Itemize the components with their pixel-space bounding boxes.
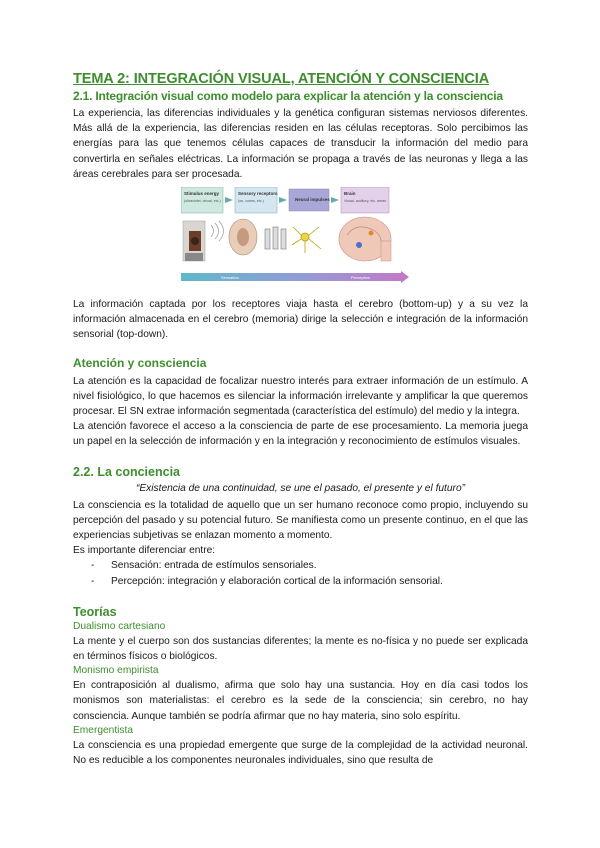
dualism-heading: Dualismo cartesiano	[73, 620, 166, 632]
bar-label-perception: Perception	[350, 275, 370, 281]
attention-heading: Atención y consciencia	[73, 355, 207, 370]
speaker-illustration	[183, 221, 205, 261]
emergent-heading: Emergentista	[73, 724, 134, 736]
section-2-heading: 2.2. La conciencia	[73, 464, 180, 479]
stimulus-box-sub: (ultraviolet, visual, etc.)	[183, 199, 221, 204]
attention-paragraph-1: La atención es la capacidad de focalizar nuestro interés para extraer información de un estímulo. A nivel fisiológico, lo que hacemos es silenciar la información irrelevante y amplificar la que queremos procesar. El SN extrae información segmentada (característica del estímulo) del medio y la integra.	[73, 375, 528, 418]
arrow-icon	[225, 197, 233, 203]
neuron-icon	[292, 227, 321, 253]
neural-box-label: Neural impulses	[294, 197, 330, 203]
brain-illustration	[339, 217, 391, 261]
emergent-paragraph: La consciencia es una propiedad emergente que surge de la complejidad de la actividad neuronal. No es reducible a los componentes neuronales individuales, sino que resulta de	[73, 739, 528, 767]
theories-heading: Teorías	[73, 604, 117, 619]
section-2-paragraph-1: La consciencia es la totalidad de aquello que un ser humano reconoce como propio, incluyendo su percepción del pasado y su potencial futuro. Se manifiesta como un presente continuo, en el que las experiencias subjetivas se enlazan momento a momento.	[73, 499, 528, 542]
monism-paragraph: En contraposición al dualismo, afirma que solo hay una sustancia. Hoy en día casi todos los monismos son materialistas: el cerebro es la sede de la consciencia; sin cerebro, no hay consciencia. Aunque también se podría afirmar que no hay materia, sino solo espíritu.	[73, 680, 528, 722]
stimulus-box-label: Stimulus energy	[183, 191, 219, 197]
arrow-icon	[401, 271, 409, 283]
section-1-paragraph-1: La experiencia, las diferencias individuales y la genética configuran sistemas nerviosos diferentes. Más allá de la experiencia, las diferencias residen en las células receptoras. Solo percibimos las energías para las que tenemos células capaces de transducir la información del medio para convertirla en señales eléctricas. La información se propaga a través de las neuronas y llega a las áreas cerebrales para ser procesada.	[73, 108, 528, 180]
document-title: TEMA 2: INTEGRACIÓN VISUAL, ATENCIÓN Y CONSCIENCIA	[73, 71, 490, 87]
ear-illustration	[229, 219, 257, 255]
receptors-box-sub: (on, cones, etc.)	[237, 199, 264, 204]
attention-paragraph-2: La atención favorece el acceso a la consciencia de parte de ese procesamiento. La memoria juega un papel en la selección de información y en la integración y reconocimiento de estímulos visuales.	[73, 421, 528, 448]
differences-list	[73, 558, 528, 588]
arrow-icon	[331, 197, 339, 203]
dualism-paragraph: La mente y el cuerpo son dos sustancias diferentes; la mente es no-física y no puede ser explicada en términos físicos o biológicos.	[73, 635, 528, 663]
section-1-heading: 2.1. Integración visual como modelo para explicar la atención y la consciencia	[73, 89, 503, 103]
section-1-paragraph-2: La información captada por los receptores viaja hasta el cerebro (bottom-up) y a su vez la información almacenada en el cerebro (memoria) dirige la selección e integración de la información sensorial (top-down).	[73, 299, 528, 341]
list-item: - Percepción: integración y elaboración cortical de la información sensorial.	[91, 574, 528, 589]
receptors-box-label: Sensory receptors	[237, 191, 278, 197]
list-item: - Sensación: entrada de estímulos sensoriales.	[91, 558, 528, 573]
monism-heading: Monismo empirista	[73, 665, 159, 677]
section-2-paragraph-2: Es importante diferenciar entre:	[73, 545, 216, 557]
brain-box-label: Brain	[343, 191, 356, 197]
figure-diagram	[181, 187, 421, 291]
sensation-perception-figure	[73, 187, 528, 291]
brain-box-sub: Visual, auditory, etc. areas	[343, 199, 386, 204]
bar-label-sensation: Sensation	[220, 275, 239, 281]
wave-icon	[211, 221, 224, 241]
document-page	[73, 70, 528, 768]
section-2-quote: “Existencia de una continuidad, se une el pasado, el presente y el futuro”	[135, 482, 466, 494]
hair-cells-illustration	[265, 227, 286, 249]
arrow-icon	[279, 197, 287, 203]
